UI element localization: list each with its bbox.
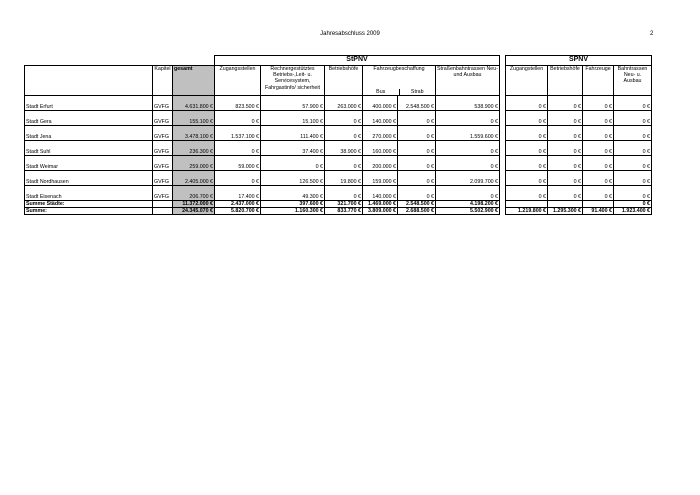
row-value: 0 €: [548, 117, 583, 126]
table-row: [25, 117, 652, 126]
row-value: 0 €: [614, 132, 652, 141]
row-value: 49.300 €: [261, 192, 325, 201]
row-value: 0 €: [548, 102, 583, 111]
col-sp-betriebshoefe: Betriebshöfe: [548, 66, 583, 96]
col-kapitel: Kapitel: [153, 66, 173, 96]
table-row: [25, 177, 652, 186]
row-value: 0 €: [261, 162, 325, 171]
row-value: 0 €: [614, 201, 652, 208]
row-value: 0 €: [398, 117, 436, 126]
row-value: 0 €: [436, 147, 500, 156]
row-gesamt: 24.345.070 €: [173, 208, 215, 215]
row-value: 0 €: [215, 147, 261, 156]
row-value: 0 €: [583, 117, 614, 126]
row-value: 0 €: [398, 147, 436, 156]
row-value: 0 €: [398, 162, 436, 171]
row-value: 538.900 €: [436, 102, 500, 111]
row-value: 3.809.000 €: [363, 208, 398, 215]
row-value: 37.400 €: [261, 147, 325, 156]
col-st-fahrzeug: [363, 66, 436, 96]
row-value: 833.770 €: [325, 208, 363, 215]
row-kapitel: [153, 201, 173, 208]
row-value: 159.000 €: [363, 177, 398, 186]
row-value: 4.198.200 €: [436, 201, 500, 208]
row-kapitel: GVFG: [153, 132, 173, 141]
row-value: 1.219.800 €: [506, 208, 548, 215]
empty-cell: [25, 56, 215, 66]
row-kapitel: GVFG: [153, 147, 173, 156]
row-label: Stadt Erfurt: [25, 102, 153, 111]
row-value: 1.537.100 €: [215, 132, 261, 141]
row-value: 1.559.600 €: [436, 132, 500, 141]
row-value: 38.900 €: [325, 147, 363, 156]
row-label: Stadt Eisenach: [25, 192, 153, 201]
col-st-bus: Bus: [376, 88, 386, 95]
row-value: 5.502.900 €: [436, 208, 500, 215]
row-value: 0 €: [583, 192, 614, 201]
row-value: 126.500 €: [261, 177, 325, 186]
table-row: [25, 132, 652, 141]
row-label: Stadt Gera: [25, 117, 153, 126]
row-label: Stadt Suhl: [25, 147, 153, 156]
row-value: 0 €: [548, 162, 583, 171]
row-value: 0 €: [398, 177, 436, 186]
row-value: 0 €: [506, 117, 548, 126]
row-value: 321.700 €: [325, 201, 363, 208]
row-gesamt: 155.100 €: [173, 117, 215, 126]
col-sp-fahrzeuge: Fahrzeuge: [583, 66, 614, 96]
row-value: 59.000 €: [215, 162, 261, 171]
row-value: 0 €: [436, 117, 500, 126]
row-gesamt: 2.405.000 €: [173, 177, 215, 186]
row-value: 2.548.500 €: [398, 102, 436, 111]
row-value: 270.000 €: [363, 132, 398, 141]
col-st-betriebshoefe: Betriebshöfe: [325, 66, 363, 96]
row-value: 111.400 €: [261, 132, 325, 141]
row-value: 0 €: [583, 132, 614, 141]
row-value: 263.000 €: [325, 102, 363, 111]
row-value: 2.688.500 €: [398, 208, 436, 215]
row-value: 400.000 €: [363, 102, 398, 111]
row-kapitel: GVFG: [153, 162, 173, 171]
row-kapitel: GVFG: [153, 117, 173, 126]
row-value: 1.923.400 €: [614, 208, 652, 215]
row-value: 0 €: [614, 147, 652, 156]
row-value: 0 €: [215, 177, 261, 186]
row-value: 0 €: [614, 177, 652, 186]
summe-row: [25, 208, 652, 215]
row-value: 0 €: [548, 147, 583, 156]
row-value: 1.295.300 €: [548, 208, 583, 215]
row-value: 2.099.700 €: [436, 177, 500, 186]
row-value: 91.400 €: [583, 208, 614, 215]
row-gesamt: 206.700 €: [173, 192, 215, 201]
row-kapitel: GVFG: [153, 102, 173, 111]
row-value: 0 €: [506, 162, 548, 171]
col-st-fahrzeug-label: Fahrzeugbeschaffung: [373, 66, 425, 72]
row-value: 397.600 €: [261, 201, 325, 208]
row-value: 0 €: [398, 192, 436, 201]
row-value: 0 €: [506, 192, 548, 201]
row-kapitel: GVFG: [153, 192, 173, 201]
row-value: 0 €: [583, 162, 614, 171]
row-value: 2.548.500 €: [398, 201, 436, 208]
table-row: [25, 162, 652, 171]
row-value: 0 €: [325, 132, 363, 141]
row-value: 0 €: [506, 147, 548, 156]
table-row: [25, 192, 652, 201]
row-label: Stadt Nordhausen: [25, 177, 153, 186]
col-st-rechner: Rechnergestütztes Betriebs-,Leit- u. Servicesystem, Fahrgastinfo/ sicherheit: [261, 66, 325, 96]
row-kapitel: [153, 208, 173, 215]
table-row: [25, 102, 652, 111]
row-value: 0 €: [325, 192, 363, 201]
col-st-strab: Strab: [399, 89, 436, 95]
row-gesamt: 236.300 €: [173, 147, 215, 156]
row-value: 0 €: [583, 102, 614, 111]
row-label: Stadt Jena: [25, 132, 153, 141]
col-name: [25, 66, 153, 96]
row-value: 57.900 €: [261, 102, 325, 111]
budget-table: [24, 55, 652, 215]
row-value: 0 €: [506, 102, 548, 111]
row-value: 0 €: [614, 162, 652, 171]
row-gesamt: 11.372.000 €: [173, 201, 215, 208]
row-value: 0 €: [325, 162, 363, 171]
group-stpnv: StPNV: [215, 56, 500, 66]
row-value: 200.000 €: [363, 162, 398, 171]
row-value: 2.437.000 €: [215, 201, 261, 208]
row-value: 0 €: [398, 132, 436, 141]
row-value: 0 €: [614, 192, 652, 201]
row-value: [506, 201, 548, 208]
page-number: 2: [650, 31, 654, 37]
row-label: Summe:: [25, 208, 153, 215]
row-value: 140.000 €: [363, 192, 398, 201]
col-st-zugangsstellen: Zugangsstellen: [215, 66, 261, 96]
row-value: 823.500 €: [215, 102, 261, 111]
row-gesamt: 4.631.800 €: [173, 102, 215, 111]
row-value: 0 €: [548, 192, 583, 201]
row-value: 0 €: [548, 177, 583, 186]
row-value: 0 €: [583, 147, 614, 156]
row-value: 19.800 €: [325, 177, 363, 186]
row-value: 160.000 €: [363, 147, 398, 156]
table-row: [25, 147, 652, 156]
col-sp-bahntrassen: Bahntrassen Neu- u. Ausbau: [614, 66, 652, 96]
document-title: Jahresabschluss 2009: [320, 31, 380, 37]
row-value: 17.400 €: [215, 192, 261, 201]
row-kapitel: GVFG: [153, 177, 173, 186]
row-value: 0 €: [506, 177, 548, 186]
col-sp-zugangstellen: Zugangstellen: [506, 66, 548, 96]
row-value: 0 €: [436, 192, 500, 201]
group-spnv: SPNV: [506, 56, 652, 66]
row-value: 0 €: [506, 132, 548, 141]
row-value: 15.100 €: [261, 117, 325, 126]
row-value: 0 €: [583, 177, 614, 186]
row-value: [548, 201, 583, 208]
row-gesamt: 3.478.100 €: [173, 132, 215, 141]
row-label: Summe Städte:: [25, 201, 153, 208]
row-value: 0 €: [614, 102, 652, 111]
row-value: 1.160.300 €: [261, 208, 325, 215]
col-gesamt: gesamt: [173, 66, 215, 96]
row-value: 0 €: [614, 117, 652, 126]
row-value: 5.820.700 €: [215, 208, 261, 215]
summe-staedte-row: [25, 201, 652, 208]
row-label: Stadt Weimar: [25, 162, 153, 171]
row-value: 1.469.000 €: [363, 201, 398, 208]
row-value: 0 €: [325, 117, 363, 126]
row-value: 0 €: [436, 162, 500, 171]
row-value: 0 €: [215, 117, 261, 126]
row-value: 140.000 €: [363, 117, 398, 126]
row-gesamt: 259.000 €: [173, 162, 215, 171]
col-st-strassenbahn: Straßenbahntrassen Neu- und Ausbau: [436, 66, 500, 96]
row-value: [583, 201, 614, 208]
row-value: 0 €: [548, 132, 583, 141]
